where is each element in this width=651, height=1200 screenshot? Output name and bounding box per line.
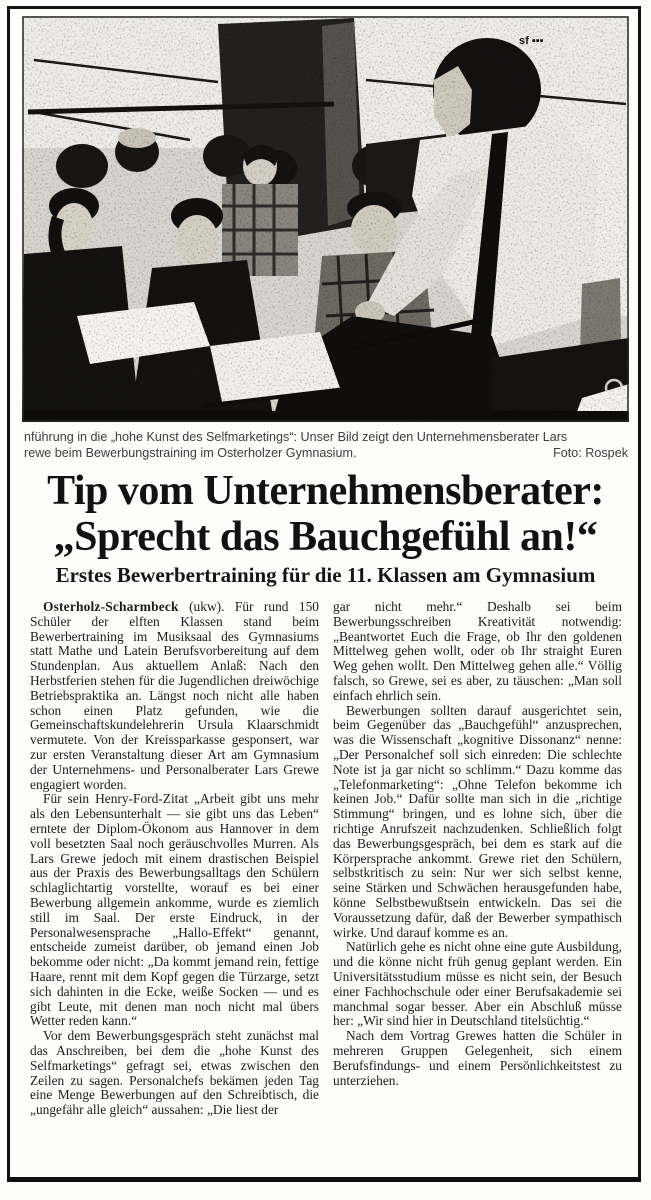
paragraph: Natürlich gehe es nicht ohne eine gute Ausbildung, und die könne nicht früh genug geplant werden. Ein Universitätsstudium müsse es nicht sein, der Besuch einer Fachhochschule oder einer Berufsakademie sei manchmal sogar besser. Aber ein Abschluß müsse her: „Wir sind hier in Deutschland titelsüchtig.“ xyxy=(333,939,622,1029)
paragraph: Für sein Henry-Ford-Zitat „Arbeit gibt uns mehr als den Lebensunterhalt — sie gibt uns das Leben“ erntete der Diplom-Ökonom aus Hannover in dem voll besetzten Saal noch geräuschvolles Murren. Als Lars Grewe jedoch mit einem drastischen Beispiel aus der Praxis des Bewerbungsalltags den Schülern schlaglichtartig vorstellte, worauf es bei einer Bewerbung allgemein ankomme, wurde es ziemlich still im Saal. Der erste Eindruck, in der Personalwesensprache „Hallo-Effekt“ genannt, entscheide zumeist darüber, ob jemand einen Job bekomme oder nicht: „Da kommt jemand rein, fettige Haare, rennt mit dem Kopf gegen die Türzarge, setzt sich dahinten in die Ecke, weiße Socken — und es gibt Leute, mit denen man noch nicht mal übers Wetter reden kann.“ xyxy=(30,791,319,1029)
article-column-right xyxy=(333,600,622,1168)
headline-line-1: Tip vom Unternehmensberater: xyxy=(47,468,604,514)
classroom-photo xyxy=(22,16,629,422)
paragraph: Vor dem Bewerbungsgespräch steht zunächst mal das Anschreiben, bei dem die „hohe Kunst des Selfmarketings“ gefragt sei, etwas zwischen den Zeilen zu sagen. Personalchefs bekämen jeden Tag eine Menge Bewerbungen auf den Schreibtisch, die „ungefähr alle gleich“ aussahen: „Die liest der xyxy=(30,1028,319,1118)
photo-corner-mark: sf ▪▪▪ xyxy=(519,35,544,47)
article-headline xyxy=(12,468,639,560)
paragraph: Nach dem Vortrag Grewes hatten die Schüler in mehreren Gruppen Gelegenheit, sich einem Berufsfindungs- und einem Persönlichkeitstest zu unterziehen. xyxy=(333,1028,622,1088)
headline-line-2: „Sprecht das Bauchgefühl an!“ xyxy=(53,514,598,560)
article-column-left xyxy=(30,600,319,1168)
paragraph: Osterholz-Scharmbeck (ukw). Für rund 150 Schüler der elften Klassen stand beim Bewerbertraining im Musiksaal des Gymnasiums statt Mathe und Latein Berufsvorbereitung auf dem Stundenplan. Aus aktuellem Anlaß: Nach den Herbstferien stehen für die Jugendlichen dreiwöchige Betriebspraktika an. Längst noch nicht alle haben schon einen Platz gefunden, wie die Gemeinschaftskundelehrerin Ursula Klaarschmidt vermutete. Von der Kreissparkasse gesponsert, war zur ersten Veranstaltung dieser Art am Gymnasium der Unternehmens- und Personalberater Lars Grewe engagiert worden. xyxy=(30,600,319,792)
halftone-grain-overlay xyxy=(22,16,629,422)
article-subheadline: Erstes Bewerbertraining für die 11. Klassen am Gymnasium xyxy=(55,563,596,587)
dateline: Osterholz-Scharmbeck xyxy=(43,600,179,614)
paragraph: gar nicht mehr.“ Deshalb sei beim Bewerbungsschreiben Kreativität notwendig: „Beantwortet Euch die Frage, ob Ihr den goldenen Mittelweg gehen wollt, oder ob Ihr straight Euren Weg gehen wollt. Den Mittelweg gehen alle.“ Völlig falsch, so Grewe, sei es aber, zu täuschen: „Man soll einfach ehrlich sein. xyxy=(333,600,622,703)
photo-caption xyxy=(24,429,628,461)
photo-credit: Foto: Rospek xyxy=(553,446,628,460)
paragraph: Bewerbungen sollten darauf ausgerichtet sein, beim Gegenüber das „Bauchgefühl“ anzusprechen, was die Wissenschaft „kognitive Dissonanz“ nenne: „Der Personalchef soll sich einreden: Die schlechte Note ist ja gar nicht so schlimm.“ Dazu komme das „Telefonmarketing“: „Ohne Telefon bekomme ich keinen Job.“ Dafür sollte man sich in die „richtige Stimmung“ bringen, und es lohne sich, über die richtige Anrufszeit nachzudenken. Schließlich folgt das Bewerbungsgespräch, bei dem es stark auf die Körpersprache ankommt. Grewe riet den Schülern, selbstkritisch zu sein: Nur wer sich selbst kenne, seine Stärken und Schwächen herausgefunden habe, könne Selbstbewußtsein entwickeln. Das sei die Voraussetzung dafür, daß der Bewerber sympathisch wirke. Und darauf komme es an. xyxy=(333,702,622,940)
caption-line-1: nführung in die „hohe Kunst des Selfmarketings“: Unser Bild zeigt den Unternehmensberater Lars xyxy=(24,430,568,444)
caption-line-2: rewe beim Bewerbungstraining im Osterholzer Gymnasium. xyxy=(24,446,357,460)
classroom-photo-illustration xyxy=(22,16,629,422)
